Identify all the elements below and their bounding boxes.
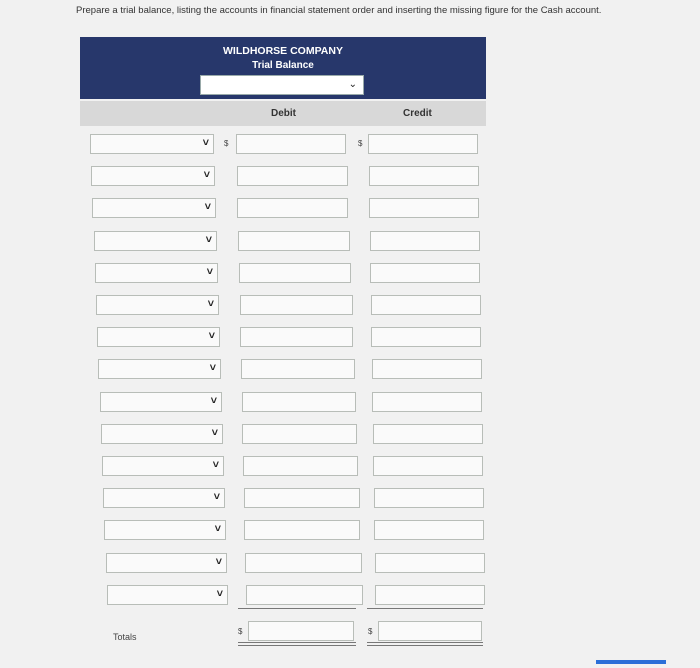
chevron-down-icon: ⌄ — [348, 79, 357, 90]
debit-input[interactable] — [242, 424, 357, 444]
debit-input[interactable] — [242, 392, 356, 412]
credit-input[interactable] — [369, 166, 479, 186]
credit-input[interactable] — [373, 456, 483, 476]
credit-input[interactable] — [370, 263, 480, 283]
chevron-down-icon: ˅ — [210, 395, 217, 407]
credit-input[interactable] — [373, 424, 483, 444]
credit-total-rule — [367, 608, 483, 609]
chevron-down-icon: ˅ — [203, 169, 210, 181]
statement-header — [80, 37, 486, 99]
account-select[interactable] — [104, 520, 226, 540]
credit-input[interactable] — [372, 359, 482, 379]
credit-input[interactable] — [371, 327, 481, 347]
credit-input[interactable] — [370, 231, 480, 251]
debit-input[interactable] — [237, 198, 348, 218]
debit-total-input[interactable] — [248, 621, 354, 641]
account-select[interactable] — [98, 359, 221, 379]
chevron-down-icon: ˅ — [205, 234, 212, 246]
debit-column-label: Debit — [271, 108, 296, 119]
credit-input[interactable] — [374, 488, 484, 508]
debit-input[interactable] — [245, 553, 362, 573]
chevron-down-icon: ˅ — [214, 523, 221, 535]
chevron-down-icon: ˅ — [213, 491, 220, 503]
credit-total-dollar-sign: $ — [368, 627, 373, 636]
account-select[interactable] — [91, 166, 215, 186]
instructions-text: Prepare a trial balance, listing the accounts in financial statement order and inserting the missing figure for the Cash account. — [76, 5, 602, 16]
credit-input[interactable] — [369, 198, 479, 218]
account-select[interactable] — [101, 424, 223, 444]
credit-input[interactable] — [371, 295, 481, 315]
debit-input[interactable] — [240, 295, 353, 315]
debit-input[interactable] — [239, 263, 351, 283]
chevron-down-icon: ˅ — [215, 556, 222, 568]
column-header-row — [80, 101, 486, 126]
debit-double-underline — [238, 642, 356, 643]
account-select[interactable] — [95, 263, 218, 283]
credit-input[interactable] — [368, 134, 478, 154]
statement-title: Trial Balance — [252, 60, 314, 71]
account-select[interactable] — [107, 585, 228, 605]
account-select[interactable] — [102, 456, 224, 476]
credit-dollar-sign: $ — [358, 139, 363, 148]
credit-double-underline — [367, 645, 483, 646]
debit-input[interactable] — [238, 231, 350, 251]
account-select[interactable] — [100, 392, 222, 412]
credit-input[interactable] — [375, 553, 485, 573]
account-select[interactable] — [96, 295, 219, 315]
chevron-down-icon: ˅ — [212, 459, 219, 471]
date-dropdown[interactable] — [200, 75, 364, 95]
debit-input[interactable] — [244, 488, 360, 508]
credit-input[interactable] — [372, 392, 482, 412]
company-name: WILDHORSE COMPANY — [223, 45, 343, 57]
credit-double-underline — [367, 642, 483, 643]
chevron-down-icon: ˅ — [207, 298, 214, 310]
chevron-down-icon: ˅ — [208, 330, 215, 342]
debit-input[interactable] — [237, 166, 348, 186]
account-select[interactable] — [103, 488, 225, 508]
chevron-down-icon: ˅ — [204, 201, 211, 213]
chevron-down-icon: ˅ — [211, 427, 218, 439]
debit-input[interactable] — [240, 327, 353, 347]
debit-input[interactable] — [241, 359, 355, 379]
account-select[interactable] — [90, 134, 214, 154]
chevron-down-icon: ˅ — [216, 588, 223, 600]
scroll-indicator — [596, 660, 666, 664]
credit-input[interactable] — [375, 585, 485, 605]
account-select[interactable] — [106, 553, 227, 573]
debit-input[interactable] — [243, 456, 358, 476]
debit-input[interactable] — [246, 585, 363, 605]
chevron-down-icon: ˅ — [209, 362, 216, 374]
chevron-down-icon: ˅ — [206, 266, 213, 278]
debit-total-dollar-sign: $ — [238, 627, 243, 636]
chevron-down-icon: ˅ — [202, 137, 209, 149]
debit-dollar-sign: $ — [224, 139, 229, 148]
debit-total-rule — [238, 608, 356, 609]
debit-input[interactable] — [236, 134, 346, 154]
account-select[interactable] — [94, 231, 217, 251]
account-select[interactable] — [97, 327, 220, 347]
credit-total-input[interactable] — [378, 621, 482, 641]
account-select[interactable] — [92, 198, 216, 218]
debit-input[interactable] — [244, 520, 360, 540]
debit-double-underline — [238, 645, 356, 646]
totals-label: Totals — [113, 632, 137, 642]
credit-column-label: Credit — [403, 108, 432, 119]
credit-input[interactable] — [374, 520, 484, 540]
